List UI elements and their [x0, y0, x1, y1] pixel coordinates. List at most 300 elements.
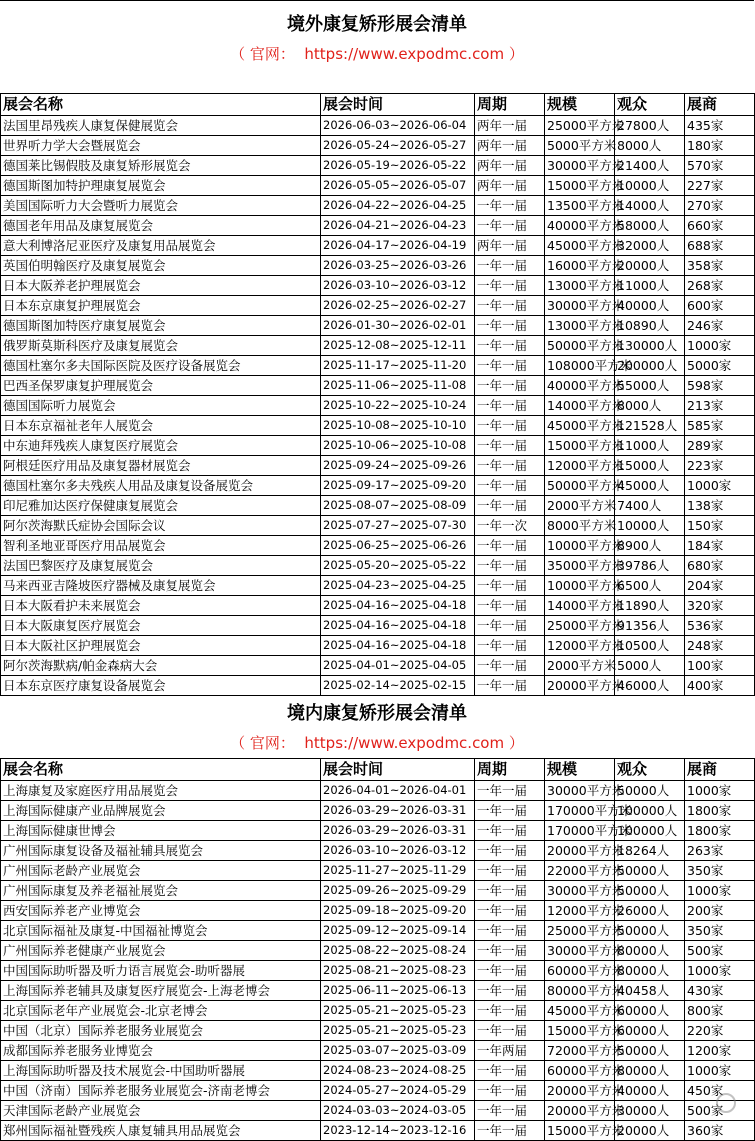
expo-date-cell: 2025-05-21~2025-05-23	[321, 1001, 475, 1021]
table-row	[1, 296, 755, 316]
expo-name-cell: 德国斯图加特护理康复展览会	[1, 176, 321, 196]
table-row	[1, 596, 755, 616]
expo-visitors-cell: 60000人	[615, 1021, 685, 1041]
expo-exhibitors-cell: 1000家	[685, 336, 755, 356]
expo-name-cell: 日本大阪养老护理展览会	[1, 276, 321, 296]
expo-scale-cell: 22000平方米	[545, 861, 615, 881]
expo-visitors-cell: 6500人	[615, 576, 685, 596]
expo-scale-cell: 25000平方米	[545, 116, 615, 136]
expo-exhibitors-cell: 570家	[685, 156, 755, 176]
expo-name-cell: 西安国际养老产业博览会	[1, 901, 321, 921]
expo-cycle-cell: 一年一届	[475, 821, 545, 841]
expo-exhibitors-cell: 1800家	[685, 801, 755, 821]
expo-exhibitors-cell: 500家	[685, 941, 755, 961]
expo-exhibitors-cell: 358家	[685, 256, 755, 276]
table-row	[1, 1121, 755, 1141]
expo-cycle-cell: 一年一届	[475, 1121, 545, 1141]
expo-date-cell: 2025-10-06~2025-10-08	[321, 436, 475, 456]
expo-scale-cell: 2000平方米	[545, 656, 615, 676]
expo-date-cell: 2025-04-23~2025-04-25	[321, 576, 475, 596]
table-row	[1, 556, 755, 576]
expo-scale-cell: 15000平方米	[545, 1021, 615, 1041]
column-header-expo-name: 展会名称	[1, 759, 321, 781]
expo-cycle-cell: 一年一届	[475, 436, 545, 456]
expo-name-cell: 意大利博洛尼亚医疗及康复用品展览会	[1, 236, 321, 256]
expo-scale-cell: 40000平方米	[545, 216, 615, 236]
expo-scale-cell: 25000平方米	[545, 921, 615, 941]
expo-date-cell: 2025-04-16~2025-04-18	[321, 596, 475, 616]
expo-cycle-cell: 一年一届	[475, 981, 545, 1001]
column-header-expo-exhibitors: 展商	[685, 759, 755, 781]
expo-name-cell: 日本东京医疗康复设备展览会	[1, 676, 321, 696]
expo-cycle-cell: 一年一届	[475, 801, 545, 821]
expo-scale-cell: 13000平方米	[545, 276, 615, 296]
expo-visitors-cell: 55000人	[615, 376, 685, 396]
table-row	[1, 356, 755, 376]
expo-date-cell: 2026-04-22~2026-04-25	[321, 196, 475, 216]
table-row	[1, 436, 755, 456]
expo-date-cell: 2026-04-01~2026-04-01	[321, 781, 475, 801]
expo-cycle-cell: 一年一届	[475, 536, 545, 556]
expo-name-cell: 广州国际康复设备及福祉辅具展览会	[1, 841, 321, 861]
expo-cycle-cell: 一年一届	[475, 316, 545, 336]
expo-name-cell: 天津国际老龄产业展览会	[1, 1101, 321, 1121]
expo-scale-cell: 80000平方米	[545, 981, 615, 1001]
expo-name-cell: 德国斯图加特医疗康复展览会	[1, 316, 321, 336]
expo-scale-cell: 30000平方米	[545, 156, 615, 176]
expo-date-cell: 2025-04-16~2025-04-18	[321, 616, 475, 636]
expo-date-cell: 2025-09-17~2025-09-20	[321, 476, 475, 496]
expo-visitors-cell: 26000人	[615, 901, 685, 921]
expo-date-cell: 2024-05-27~2024-05-29	[321, 1081, 475, 1101]
domestic-section	[0, 690, 754, 1141]
expo-cycle-cell: 一年一届	[475, 336, 545, 356]
expo-visitors-cell: 32000人	[615, 236, 685, 256]
expo-exhibitors-cell: 220家	[685, 1021, 755, 1041]
expo-visitors-cell: 8000人	[615, 136, 685, 156]
expo-name-cell: 智利圣地亚哥医疗用品展览会	[1, 536, 321, 556]
expo-date-cell: 2026-03-29~2026-03-31	[321, 821, 475, 841]
column-header-expo-date: 展会时间	[321, 759, 475, 781]
expo-visitors-cell: 40000人	[615, 296, 685, 316]
expo-exhibitors-cell: 248家	[685, 636, 755, 656]
expo-visitors-cell: 15000人	[615, 456, 685, 476]
expo-date-cell: 2026-04-21~2026-04-23	[321, 216, 475, 236]
table-row	[1, 176, 755, 196]
expo-name-cell: 日本大阪康复医疗展览会	[1, 616, 321, 636]
expo-exhibitors-cell: 500家	[685, 1101, 755, 1121]
expo-exhibitors-cell: 350家	[685, 861, 755, 881]
expo-date-cell: 2025-08-22~2025-08-24	[321, 941, 475, 961]
expo-exhibitors-cell: 289家	[685, 436, 755, 456]
expo-date-cell: 2025-02-14~2025-02-15	[321, 676, 475, 696]
expo-cycle-cell: 一年一届	[475, 396, 545, 416]
column-header-expo-scale: 规模	[545, 759, 615, 781]
expo-cycle-cell: 一年一届	[475, 961, 545, 981]
column-header-expo-visitors: 观众	[615, 759, 685, 781]
expo-date-cell: 2025-09-24~2025-09-26	[321, 456, 475, 476]
expo-exhibitors-cell: 360家	[685, 1121, 755, 1141]
expo-exhibitors-cell: 1000家	[685, 881, 755, 901]
expo-visitors-cell: 11890人	[615, 596, 685, 616]
expo-name-cell: 成都国际养老服务业博览会	[1, 1041, 321, 1061]
expo-scale-cell: 25000平方米	[545, 616, 615, 636]
expo-cycle-cell: 一年一次	[475, 516, 545, 536]
table-row	[1, 216, 755, 236]
table-row	[1, 276, 755, 296]
expo-exhibitors-cell: 138家	[685, 496, 755, 516]
expo-exhibitors-cell: 598家	[685, 376, 755, 396]
expo-name-cell: 阿尔茨海默病/帕金森病大会	[1, 656, 321, 676]
domestic-rows	[1, 781, 755, 1141]
expo-cycle-cell: 一年一届	[475, 881, 545, 901]
expo-name-cell: 上海康复及家庭医疗用品展览会	[1, 781, 321, 801]
expo-name-cell: 美国国际听力大会暨听力展览会	[1, 196, 321, 216]
expo-visitors-cell: 30000人	[615, 1101, 685, 1121]
expo-visitors-cell: 14000人	[615, 196, 685, 216]
expo-scale-cell: 50000平方米	[545, 336, 615, 356]
expo-exhibitors-cell: 430家	[685, 981, 755, 1001]
expo-cycle-cell: 两年一届	[475, 236, 545, 256]
table-row	[1, 941, 755, 961]
expo-scale-cell: 35000平方米	[545, 556, 615, 576]
expo-cycle-cell: 一年两届	[475, 1041, 545, 1061]
expo-cycle-cell: 一年一届	[475, 556, 545, 576]
expo-cycle-cell: 一年一届	[475, 656, 545, 676]
table-row	[1, 961, 755, 981]
expo-visitors-cell: 20000人	[615, 1121, 685, 1141]
table-header-row	[1, 94, 755, 116]
expo-cycle-cell: 一年一届	[475, 496, 545, 516]
expo-name-cell: 马来西亚吉隆坡医疗器械及康复展览会	[1, 576, 321, 596]
expo-cycle-cell: 一年一届	[475, 376, 545, 396]
expo-cycle-cell: 一年一届	[475, 216, 545, 236]
expo-scale-cell: 20000平方米	[545, 841, 615, 861]
expo-cycle-cell: 一年一届	[475, 1061, 545, 1081]
expo-visitors-cell: 60000人	[615, 1001, 685, 1021]
expo-visitors-cell: 40458人	[615, 981, 685, 1001]
table-row	[1, 396, 755, 416]
expo-cycle-cell: 一年一届	[475, 636, 545, 656]
expo-scale-cell: 16000平方米	[545, 256, 615, 276]
expo-visitors-cell: 50000人	[615, 881, 685, 901]
expo-date-cell: 2025-09-12~2025-09-14	[321, 921, 475, 941]
expo-visitors-cell: 11000人	[615, 276, 685, 296]
table-row	[1, 536, 755, 556]
expo-name-cell: 广州国际康复及养老福祉展览会	[1, 881, 321, 901]
expo-cycle-cell: 一年一届	[475, 576, 545, 596]
expo-cycle-cell: 两年一届	[475, 136, 545, 156]
expo-date-cell: 2026-03-10~2026-03-12	[321, 276, 475, 296]
expo-date-cell: 2025-09-18~2025-09-20	[321, 901, 475, 921]
expo-visitors-cell: 200000人	[615, 356, 685, 376]
expo-date-cell: 2025-04-16~2025-04-18	[321, 636, 475, 656]
expo-name-cell: 中国（北京）国际养老服务业展览会	[1, 1021, 321, 1041]
expo-name-cell: 法国巴黎医疗及康复展览会	[1, 556, 321, 576]
expo-date-cell: 2026-03-29~2026-03-31	[321, 801, 475, 821]
expo-exhibitors-cell: 320家	[685, 596, 755, 616]
expo-visitors-cell: 40000人	[615, 1081, 685, 1101]
expo-date-cell: 2025-11-17~2025-11-20	[321, 356, 475, 376]
column-header-expo-scale: 规模	[545, 94, 615, 116]
expo-date-cell: 2026-03-25~2026-03-26	[321, 256, 475, 276]
expo-visitors-cell: 20000人	[615, 256, 685, 276]
expo-cycle-cell: 一年一届	[475, 276, 545, 296]
table-row	[1, 476, 755, 496]
table-row	[1, 1001, 755, 1021]
expo-cycle-cell: 两年一届	[475, 176, 545, 196]
expo-visitors-cell: 121528人	[615, 416, 685, 436]
expo-name-cell: 郑州国际福祉暨残疾人康复辅具用品展览会	[1, 1121, 321, 1141]
expo-scale-cell: 20000平方米	[545, 676, 615, 696]
expo-scale-cell: 10000平方米	[545, 536, 615, 556]
table-row	[1, 656, 755, 676]
expo-scale-cell: 15000平方米	[545, 176, 615, 196]
expo-name-cell: 日本大阪社区护理展览会	[1, 636, 321, 656]
expo-date-cell: 2025-10-22~2025-10-24	[321, 396, 475, 416]
expo-exhibitors-cell: 1000家	[685, 476, 755, 496]
expo-name-cell: 世界听力学大会暨展览会	[1, 136, 321, 156]
expo-cycle-cell: 一年一届	[475, 901, 545, 921]
column-header-expo-visitors: 观众	[615, 94, 685, 116]
expo-date-cell: 2023-12-14~2023-12-16	[321, 1121, 475, 1141]
table-row	[1, 1041, 755, 1061]
table-row	[1, 376, 755, 396]
expo-name-cell: 日本东京康复护理展览会	[1, 296, 321, 316]
expo-exhibitors-cell: 180家	[685, 136, 755, 156]
expo-scale-cell: 60000平方米	[545, 961, 615, 981]
expo-cycle-cell: 一年一届	[475, 476, 545, 496]
expo-date-cell: 2026-06-03~2026-06-04	[321, 116, 475, 136]
expo-exhibitors-cell: 184家	[685, 536, 755, 556]
expo-scale-cell: 108000平方米	[545, 356, 615, 376]
expo-scale-cell: 15000平方米	[545, 436, 615, 456]
expo-name-cell: 法国里昂残疾人康复保健展览会	[1, 116, 321, 136]
expo-cycle-cell: 一年一届	[475, 196, 545, 216]
expo-visitors-cell: 5000人	[615, 656, 685, 676]
table-row	[1, 781, 755, 801]
expo-date-cell: 2025-08-07~2025-08-09	[321, 496, 475, 516]
expo-name-cell: 德国国际听力展览会	[1, 396, 321, 416]
expo-name-cell: 上海国际健康产业品牌展览会	[1, 801, 321, 821]
expo-name-cell: 日本大阪看护未来展览会	[1, 596, 321, 616]
expo-visitors-cell: 91356人	[615, 616, 685, 636]
expo-cycle-cell: 一年一届	[475, 296, 545, 316]
table-row	[1, 616, 755, 636]
table-row	[1, 516, 755, 536]
expo-visitors-cell: 80000人	[615, 961, 685, 981]
table-row	[1, 1021, 755, 1041]
expo-visitors-cell: 58000人	[615, 216, 685, 236]
table-row	[1, 636, 755, 656]
expo-date-cell: 2026-05-24~2026-05-27	[321, 136, 475, 156]
expo-name-cell: 德国杜塞尔多夫残疾人用品及康复设备展览会	[1, 476, 321, 496]
expo-scale-cell: 40000平方米	[545, 376, 615, 396]
expo-name-cell: 德国莱比锡假肢及康复矫形展览会	[1, 156, 321, 176]
expo-exhibitors-cell: 213家	[685, 396, 755, 416]
expo-visitors-cell: 100000人	[615, 801, 685, 821]
expo-scale-cell: 45000平方米	[545, 416, 615, 436]
expo-visitors-cell: 130000人	[615, 336, 685, 356]
expo-cycle-cell: 两年一届	[475, 156, 545, 176]
expo-cycle-cell: 一年一届	[475, 456, 545, 476]
expo-date-cell: 2026-04-17~2026-04-19	[321, 236, 475, 256]
expo-visitors-cell: 39786人	[615, 556, 685, 576]
expo-name-cell: 中国（济南）国际养老服务业展览会-济南老博会	[1, 1081, 321, 1101]
table-row	[1, 881, 755, 901]
expo-date-cell: 2026-02-25~2026-02-27	[321, 296, 475, 316]
expo-visitors-cell: 8900人	[615, 536, 685, 556]
expo-cycle-cell: 一年一届	[475, 921, 545, 941]
expo-date-cell: 2026-01-30~2026-02-01	[321, 316, 475, 336]
expo-name-cell: 印尼雅加达医疗保健康复展览会	[1, 496, 321, 516]
expo-cycle-cell: 一年一届	[475, 1021, 545, 1041]
expo-cycle-cell: 两年一届	[475, 116, 545, 136]
expo-scale-cell: 10000平方米	[545, 576, 615, 596]
expo-cycle-cell: 一年一届	[475, 861, 545, 881]
expo-date-cell: 2026-03-10~2026-03-12	[321, 841, 475, 861]
expo-visitors-cell: 10000人	[615, 516, 685, 536]
table-row	[1, 1081, 755, 1101]
expo-name-cell: 北京国际福祉及康复-中国福祉博览会	[1, 921, 321, 941]
expo-date-cell: 2025-04-01~2025-04-05	[321, 656, 475, 676]
expo-scale-cell: 45000平方米	[545, 236, 615, 256]
expo-visitors-cell: 8000人	[615, 396, 685, 416]
expo-date-cell: 2025-08-21~2025-08-23	[321, 961, 475, 981]
expo-exhibitors-cell: 800家	[685, 1001, 755, 1021]
expo-scale-cell: 170000平方米	[545, 801, 615, 821]
expo-visitors-cell: 50000人	[615, 1041, 685, 1061]
table-row	[1, 1101, 755, 1121]
expo-name-cell: 德国老年用品及康复展览会	[1, 216, 321, 236]
expo-exhibitors-cell: 1800家	[685, 821, 755, 841]
expo-visitors-cell: 11000人	[615, 436, 685, 456]
domestic-title: 境内康复矫形展会清单	[287, 703, 467, 724]
expo-visitors-cell: 27800人	[615, 116, 685, 136]
expo-exhibitors-cell: 5000家	[685, 356, 755, 376]
expo-scale-cell: 60000平方米	[545, 1061, 615, 1081]
expo-cycle-cell: 一年一届	[475, 1001, 545, 1021]
table-row	[1, 196, 755, 216]
expo-exhibitors-cell: 263家	[685, 841, 755, 861]
expo-visitors-cell: 80000人	[615, 1061, 685, 1081]
expo-visitors-cell: 21400人	[615, 156, 685, 176]
expo-exhibitors-cell: 536家	[685, 616, 755, 636]
expo-scale-cell: 72000平方米	[545, 1041, 615, 1061]
expo-visitors-cell: 50000人	[615, 861, 685, 881]
expo-visitors-cell: 46000人	[615, 676, 685, 696]
expo-exhibitors-cell: 227家	[685, 176, 755, 196]
column-header-expo-cycle: 周期	[475, 94, 545, 116]
expo-exhibitors-cell: 223家	[685, 456, 755, 476]
expo-scale-cell: 30000平方米	[545, 941, 615, 961]
expo-cycle-cell: 一年一届	[475, 781, 545, 801]
expo-visitors-cell: 100000人	[615, 821, 685, 841]
expo-cycle-cell: 一年一届	[475, 1081, 545, 1101]
expo-exhibitors-cell: 150家	[685, 516, 755, 536]
expo-cycle-cell: 一年一届	[475, 256, 545, 276]
expo-exhibitors-cell: 400家	[685, 676, 755, 696]
expo-visitors-cell: 10500人	[615, 636, 685, 656]
expo-scale-cell: 13500平方米	[545, 196, 615, 216]
table-row	[1, 981, 755, 1001]
expo-visitors-cell: 50000人	[615, 921, 685, 941]
expo-exhibitors-cell: 200家	[685, 901, 755, 921]
expo-scale-cell: 30000平方米	[545, 781, 615, 801]
expo-scale-cell: 12000平方米	[545, 456, 615, 476]
expo-name-cell: 广州国际养老健康产业展览会	[1, 941, 321, 961]
column-header-expo-exhibitors: 展商	[685, 94, 755, 116]
expo-visitors-cell: 10890人	[615, 316, 685, 336]
expo-date-cell: 2026-05-05~2026-05-07	[321, 176, 475, 196]
expo-exhibitors-cell: 246家	[685, 316, 755, 336]
expo-scale-cell: 50000平方米	[545, 476, 615, 496]
overseas-title: 境外康复矫形展会清单	[287, 14, 467, 35]
expo-visitors-cell: 18264人	[615, 841, 685, 861]
expo-exhibitors-cell: 1200家	[685, 1041, 755, 1061]
expo-date-cell: 2025-09-26~2025-09-29	[321, 881, 475, 901]
expo-name-cell: 巴西圣保罗康复护理展览会	[1, 376, 321, 396]
expo-name-cell: 广州国际老龄产业展览会	[1, 861, 321, 881]
expo-visitors-cell: 7400人	[615, 496, 685, 516]
table-row	[1, 136, 755, 156]
domestic-website[interactable]: （ 官网： https://www.expodmc.com ）	[230, 734, 524, 752]
table-row	[1, 256, 755, 276]
expo-scale-cell: 15000平方米	[545, 1121, 615, 1141]
expo-exhibitors-cell: 435家	[685, 116, 755, 136]
table-row	[1, 236, 755, 256]
expo-date-cell: 2025-03-07~2025-03-09	[321, 1041, 475, 1061]
expo-date-cell: 2025-05-20~2025-05-22	[321, 556, 475, 576]
expo-exhibitors-cell: 1000家	[685, 1061, 755, 1081]
expo-exhibitors-cell: 600家	[685, 296, 755, 316]
expo-scale-cell: 12000平方米	[545, 636, 615, 656]
expo-scale-cell: 45000平方米	[545, 1001, 615, 1021]
expo-visitors-cell: 45000人	[615, 476, 685, 496]
expo-scale-cell: 2000平方米	[545, 496, 615, 516]
expo-name-cell: 北京国际老年产业展览会-北京老博会	[1, 1001, 321, 1021]
table-row	[1, 336, 755, 356]
expo-visitors-cell: 80000人	[615, 941, 685, 961]
expo-scale-cell: 170000平方米	[545, 821, 615, 841]
table-row	[1, 576, 755, 596]
table-row	[1, 116, 755, 136]
expo-cycle-cell: 一年一届	[475, 676, 545, 696]
expo-name-cell: 上海国际养老辅具及康复医疗展览会-上海老博会	[1, 981, 321, 1001]
expo-scale-cell: 12000平方米	[545, 901, 615, 921]
table-row	[1, 456, 755, 476]
table-header-row	[1, 759, 755, 781]
expo-scale-cell: 20000平方米	[545, 1081, 615, 1101]
overseas-table	[0, 93, 755, 696]
table-row	[1, 921, 755, 941]
expo-date-cell: 2024-08-23~2024-08-25	[321, 1061, 475, 1081]
expo-date-cell: 2026-05-19~2026-05-22	[321, 156, 475, 176]
expo-date-cell: 2025-12-08~2025-12-11	[321, 336, 475, 356]
expo-cycle-cell: 一年一届	[475, 941, 545, 961]
overseas-website[interactable]: （ 官网： https://www.expodmc.com ）	[230, 45, 524, 63]
expo-date-cell: 2025-06-25~2025-06-26	[321, 536, 475, 556]
overseas-rows	[1, 116, 755, 696]
expo-cycle-cell: 一年一届	[475, 1101, 545, 1121]
expo-cycle-cell: 一年一届	[475, 356, 545, 376]
expo-name-cell: 日本东京福祉老年人展览会	[1, 416, 321, 436]
expo-scale-cell: 30000平方米	[545, 881, 615, 901]
table-row	[1, 901, 755, 921]
expo-name-cell: 俄罗斯莫斯科医疗及康复展览会	[1, 336, 321, 356]
expo-exhibitors-cell: 270家	[685, 196, 755, 216]
expo-name-cell: 中东迪拜残疾人康复医疗展览会	[1, 436, 321, 456]
